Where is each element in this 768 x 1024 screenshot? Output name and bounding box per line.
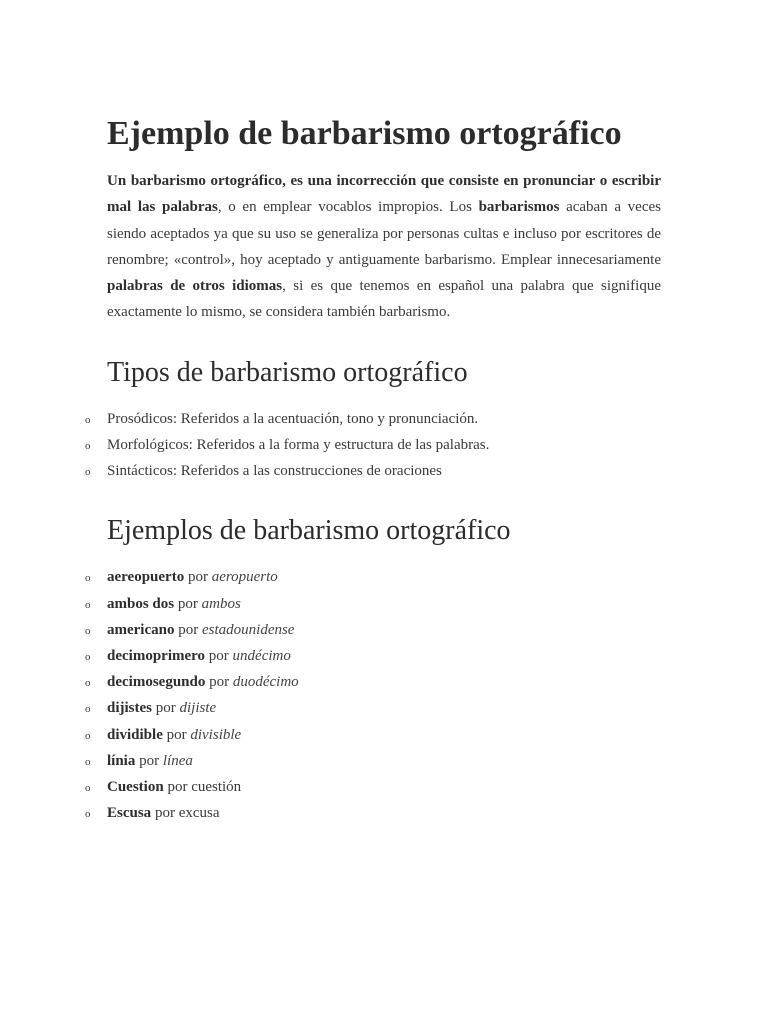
types-list <box>85 406 661 485</box>
bullet-marker: o <box>85 808 91 821</box>
intro-bold-barbarismos: barbarismos <box>478 199 560 216</box>
bullet-marker: o <box>85 755 91 768</box>
bullet-marker: o <box>85 677 91 690</box>
correct-word: estadounidense <box>201 621 295 638</box>
connector-por: por <box>174 621 202 638</box>
bullet-marker: o <box>85 729 91 742</box>
list-item-text: Sintácticos: Referidos a las construcciones de oraciones <box>107 463 442 480</box>
bullet-marker: o <box>85 782 91 795</box>
bullet-marker: o <box>85 598 91 611</box>
bullet-marker: o <box>85 651 91 663</box>
barbarism-word: línia <box>107 752 136 769</box>
connector-por: por <box>184 569 212 586</box>
correct-word: excusa <box>178 805 220 822</box>
barbarism-word: aereopuerto <box>107 569 185 586</box>
list-item <box>85 564 661 590</box>
section-heading-tipos: Tipos de barbarismo ortográfico <box>107 356 468 388</box>
correct-word: cuestión <box>191 779 242 796</box>
list-item <box>85 432 661 458</box>
connector-por: por <box>135 752 163 769</box>
correct-word: duodécimo <box>232 674 299 691</box>
bullet-marker: o <box>85 439 91 452</box>
barbarism-word: Cuestion <box>107 779 164 796</box>
barbarism-word: ambos dos <box>107 595 175 612</box>
bullet-marker: o <box>85 466 91 479</box>
list-item <box>85 406 661 432</box>
correct-word: undécimo <box>232 648 291 664</box>
list-item <box>85 458 661 484</box>
list-item <box>85 748 661 774</box>
list-item <box>85 800 661 826</box>
list-item-text: Morfológicos: Referidos a la forma y estructura de las palabras. <box>107 436 490 453</box>
connector-por: por <box>162 726 191 743</box>
intro-bold-otros-idiomas: palabras de otros idiomas <box>107 278 283 295</box>
connector-por: por <box>174 595 202 612</box>
bullet-marker: o <box>85 572 91 585</box>
list-item <box>85 617 661 643</box>
barbarism-word: dividible <box>107 726 163 743</box>
barbarism-word: americano <box>107 621 175 638</box>
page-title: Ejemplo de barbarismo ortográfico <box>107 115 622 152</box>
barbarism-word: dijistes <box>107 700 152 717</box>
correct-word: dijiste <box>179 700 217 717</box>
intro-text-2: acaban a veces siendo aceptados ya que su uso se generaliza por personas cultas e incluso por escritores de renombre; «control», hoy aceptado y antiguamente barbarismo. Emplear innecesariamente <box>107 199 661 268</box>
correct-word: aeropuerto <box>211 569 278 586</box>
barbarism-word: Escusa <box>107 805 152 822</box>
bullet-marker: o <box>85 624 91 637</box>
list-item <box>85 774 661 800</box>
intro-text-1: , o en emplear vocablos impropios. Los <box>217 199 479 216</box>
connector-por: por <box>152 700 180 717</box>
correct-word: ambos <box>201 595 241 612</box>
correct-word: divisible <box>190 726 242 743</box>
examples-list <box>85 564 661 826</box>
intro-bold-definition: Un barbarismo ortográfico, es una incorrección que consiste en pronunciar o escribir mal las palabras <box>107 173 661 216</box>
list-item <box>85 643 661 669</box>
section-heading-ejemplos: Ejemplos de barbarismo ortográfico <box>107 515 511 547</box>
connector-por: por <box>163 779 192 796</box>
intro-paragraph <box>107 168 661 326</box>
barbarism-word: decimoprimero <box>107 648 206 664</box>
intro-text-3: , si es que tenemos en español una palabra que signifique exactamente lo mismo, se considera también barbarismo. <box>107 278 661 321</box>
list-item-text: Prosódicos: Referidos a la acentuación, tono y pronunciación. <box>107 410 479 427</box>
list-item <box>85 722 661 748</box>
correct-word: línea <box>162 752 193 769</box>
connector-por: por <box>205 648 233 664</box>
connector-por: por <box>151 805 179 822</box>
list-item <box>85 669 661 695</box>
bullet-marker: o <box>85 703 91 716</box>
list-item <box>85 591 661 617</box>
barbarism-word: decimosegundo <box>107 674 206 691</box>
list-item <box>85 695 661 721</box>
bullet-marker: o <box>85 413 91 426</box>
connector-por: por <box>205 674 233 691</box>
